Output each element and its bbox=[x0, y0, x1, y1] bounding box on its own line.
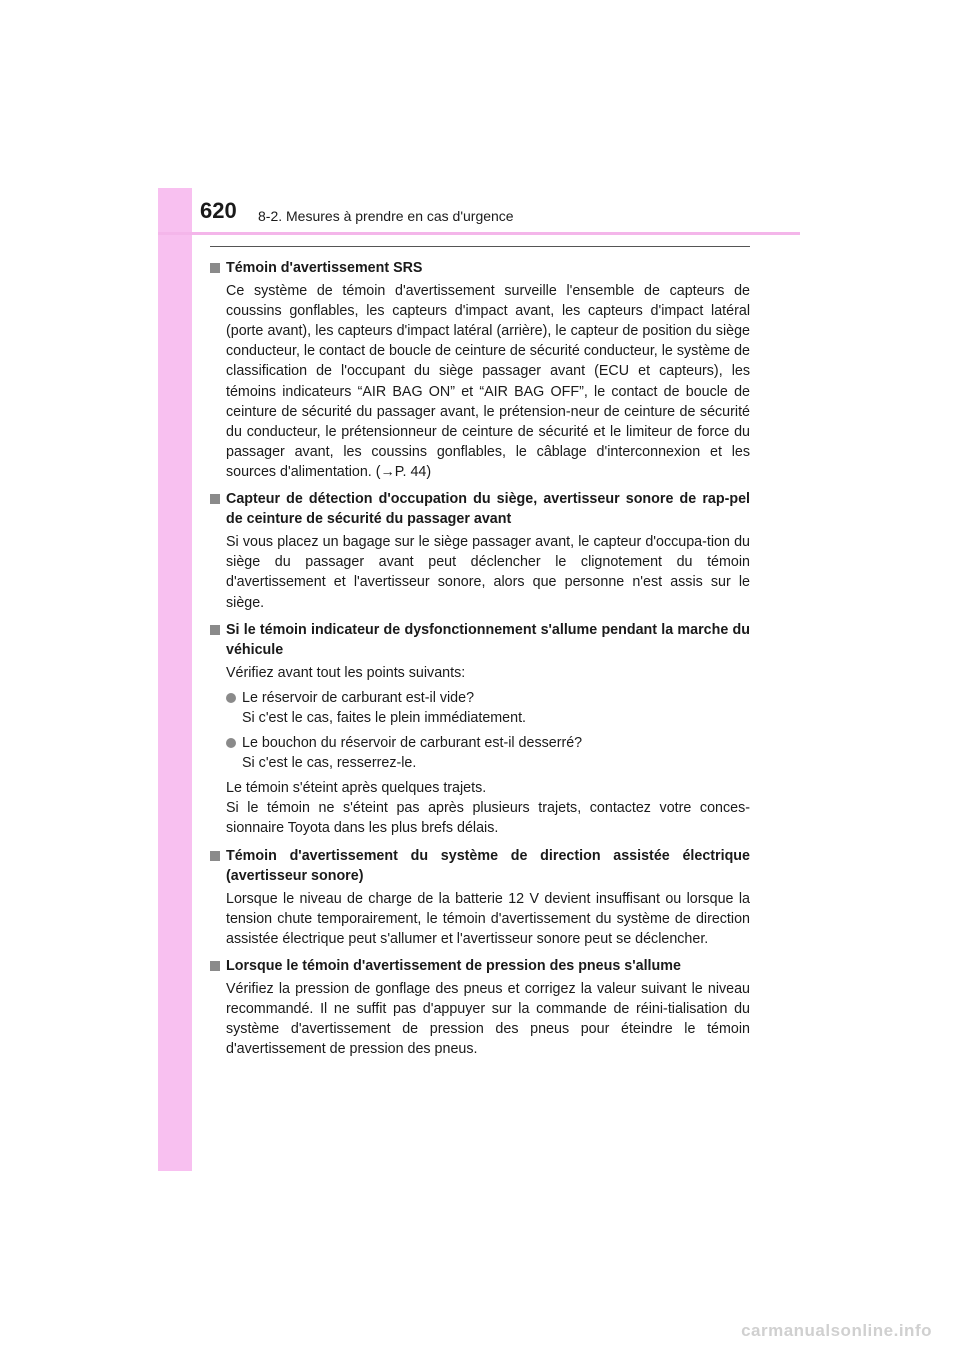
list-item: Le bouchon du réservoir de carburant est-il desserré? Si c'est le cas, resserrez-le. bbox=[210, 733, 750, 773]
page-content bbox=[210, 258, 750, 1066]
square-bullet-icon bbox=[210, 494, 220, 504]
square-bullet-icon bbox=[210, 625, 220, 635]
square-bullet-icon bbox=[210, 263, 220, 273]
section-malfunction-indicator bbox=[210, 620, 750, 839]
section-body: Ce système de témoin d'avertissement surveille l'ensemble de capteurs de coussins gonflables, les capteurs d'impact avant, les capteurs d'impact latéral (porte avant), les capteurs d'impact latéral (arrière), le capteur de position du siège conducteur, le contact de boucle de ceinture de sécurité conducteur, le système de classification de l'occupant du siège passager avant (ECU et capteurs), les témoins indicateurs “AIR BAG ON” et “AIR BAG OFF”, le contact de boucle de ceinture de sécurité du passager avant, le prétension-neur de ceinture de sécurité du conducteur, le prétensionneur de ceinture de sécurité et le limiteur de force du passager avant, les coussins gonflables, le câblage d'interconnexion et les sources d'alimentation. (→P. 44) bbox=[226, 283, 750, 480]
section-heading: Capteur de détection d'occupation du siège, avertisseur sonore de rap-pel de ceinture de sécurité du passager avant bbox=[210, 489, 750, 529]
side-tab-bar bbox=[158, 188, 192, 1171]
section-outro: Le témoin s'éteint après quelques trajets. Si le témoin ne s'éteint pas après plusieurs trajets, contactez votre conces-sionnaire Toyota dans les plus brefs délais. bbox=[226, 780, 750, 837]
content-divider bbox=[210, 246, 750, 247]
section-body: Lorsque le niveau de charge de la batterie 12 V devient insuffisant ou lorsque la tension chute temporairement, le témoin d'avertissement du système de direction assistée électrique peut s'allumer et l'avertisseur sonore peut se déclencher. bbox=[226, 890, 750, 947]
section-heading: Témoin d'avertissement SRS bbox=[210, 258, 750, 278]
section-srs-warning bbox=[210, 258, 750, 482]
section-tire-pressure-warning bbox=[210, 956, 750, 1059]
header-accent-line bbox=[158, 232, 800, 235]
watermark: carmanualsonline.info bbox=[741, 1321, 932, 1340]
section-heading: Si le témoin indicateur de dysfonctionnement s'allume pendant la marche du véhicule bbox=[210, 620, 750, 660]
round-bullet-icon bbox=[226, 693, 236, 703]
section-heading: Témoin d'avertissement du système de direction assistée électrique (avertisseur sonore) bbox=[210, 846, 750, 886]
section-seat-occupancy-sensor bbox=[210, 489, 750, 613]
square-bullet-icon bbox=[210, 961, 220, 971]
round-bullet-icon bbox=[226, 738, 236, 748]
chapter-title: 8-2. Mesures à prendre en cas d'urgence bbox=[258, 208, 514, 224]
section-body: Si vous placez un bagage sur le siège passager avant, le capteur d'occupa-tion du siège du passager avant peut déclencher le clignotement du témoin d'avertissement et l'avertisseur sonore, alors que personne n'est assis sur le siège. bbox=[226, 534, 750, 611]
section-heading: Lorsque le témoin d'avertissement de pression des pneus s'allume bbox=[210, 956, 750, 976]
square-bullet-icon bbox=[210, 851, 220, 861]
section-body: Vérifiez la pression de gonflage des pneus et corrigez la valeur suivant le niveau recommandé. Il ne suffit pas d'appuyer sur la commande de réini-tialisation du système d'avertissement de pression des pneus pour éteindre le témoin d'avertissement de pression des pneus. bbox=[226, 981, 750, 1058]
section-power-steering-warning bbox=[210, 846, 750, 949]
list-item: Le réservoir de carburant est-il vide? Si c'est le cas, faites le plein immédiatement. bbox=[210, 688, 750, 728]
section-intro: Vérifiez avant tout les points suivants: bbox=[226, 664, 466, 681]
page-number: 620 bbox=[200, 198, 237, 223]
